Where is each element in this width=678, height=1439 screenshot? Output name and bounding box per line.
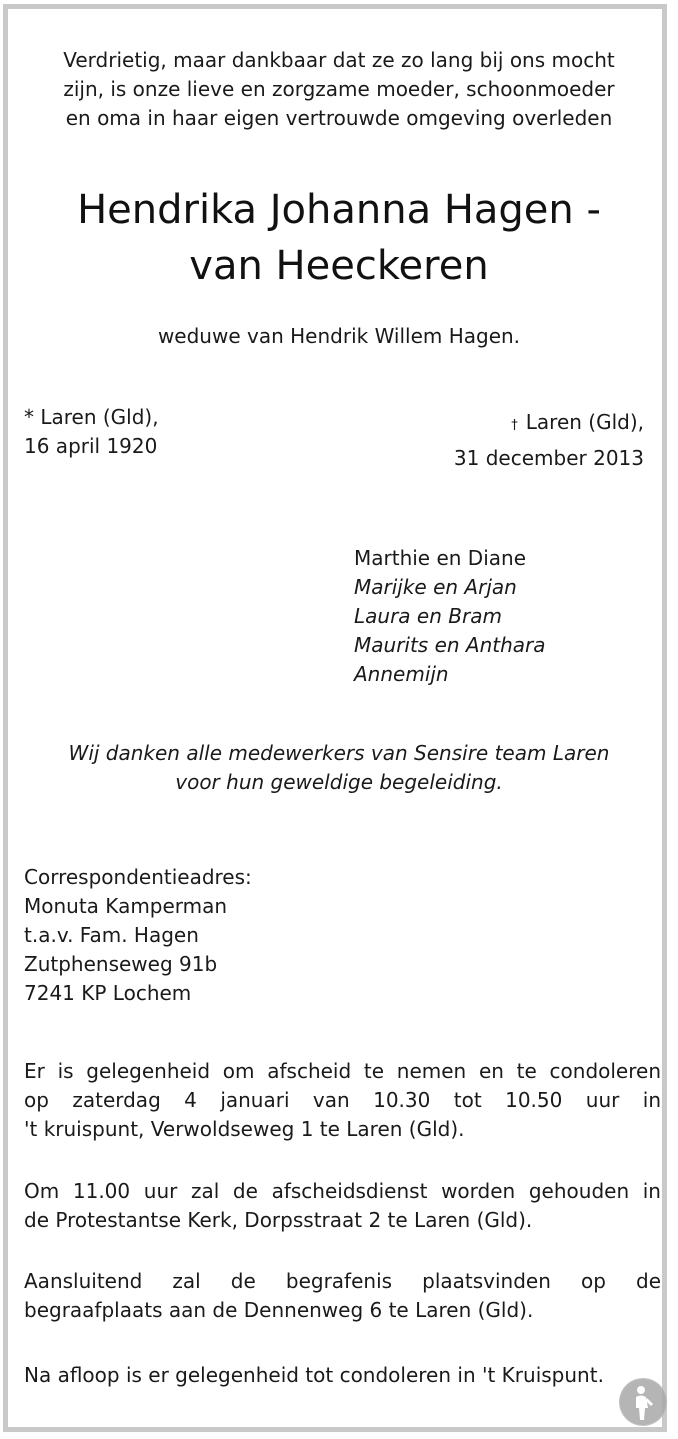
service-paragraph <box>24 1177 661 1235</box>
paragraph-line: begraafplaats aan de Dennenweg 6 te Laren (Gld). <box>24 1298 534 1322</box>
paragraph-line: 't kruispunt, Verwoldseweg 1 te Laren (Gld). <box>24 1117 465 1141</box>
intro-line: en oma in haar eigen vertrouwde omgeving overleden <box>65 106 613 130</box>
widow-of: weduwe van Hendrik Willem Hagen. <box>157 324 521 348</box>
dagger-icon: † <box>511 418 518 433</box>
thanks-line: Wij danken alle medewerkers van Sensire team Laren <box>68 741 610 765</box>
family-list <box>354 544 546 689</box>
paragraph-line: Er is gelegenheid om afscheid te nemen en te condoleren <box>24 1059 661 1083</box>
address-line: 7241 KP Lochem <box>24 981 192 1005</box>
thanks-line: voor hun geweldige begeleiding. <box>175 770 503 794</box>
paragraph-line: Na afloop is er gelegenheid tot condoleren in 't Kruispunt. <box>24 1363 604 1387</box>
name-line: Hendrika Johanna Hagen - <box>77 187 601 233</box>
address-line: Monuta Kamperman <box>24 894 228 918</box>
death-date: 31 december 2013 <box>453 446 644 470</box>
death-info <box>454 406 644 474</box>
paragraph-line: op zaterdag 4 januari van 10.30 tot 10.50 uur in <box>24 1088 661 1112</box>
paragraph-line: Aansluitend zal de begrafenis plaatsvinden op de <box>24 1269 661 1293</box>
paragraph-line: Om 11.00 uur zal de afscheidsdienst worden gehouden in <box>24 1179 661 1203</box>
birth-info <box>24 403 159 461</box>
viewing-paragraph <box>24 1057 661 1144</box>
thanks-text <box>20 739 658 797</box>
birth-place: * Laren (Gld), <box>24 405 159 429</box>
condolence-paragraph <box>24 1361 661 1390</box>
family-member: Laura en Bram <box>354 604 502 628</box>
address-line: t.a.v. Fam. Hagen <box>24 923 199 947</box>
intro-line: zijn, is onze lieve en zorgzame moeder, schoonmoeder <box>63 77 615 101</box>
burial-paragraph <box>24 1267 661 1325</box>
birth-date: 16 april 1920 <box>24 434 158 458</box>
watermark-logo-icon <box>619 1378 667 1426</box>
paragraph-line: de Protestantse Kerk, Dorpsstraat 2 te Laren (Gld). <box>24 1208 533 1232</box>
death-place-line <box>454 406 644 442</box>
family-member: Maurits en Anthara <box>354 633 546 657</box>
family-member: Marijke en Arjan <box>354 575 517 599</box>
name-line: van Heeckeren <box>189 243 489 289</box>
family-member: Marthie en Diane <box>354 546 527 570</box>
family-member: Annemijn <box>354 662 449 686</box>
deceased-name <box>20 182 658 294</box>
address-line: Zutphenseweg 91b <box>24 952 218 976</box>
figure-icon <box>619 1378 667 1426</box>
correspondence-address <box>24 863 252 1008</box>
intro-text <box>20 46 658 133</box>
intro-line: Verdrietig, maar dankbaar dat ze zo lang bij ons mocht <box>63 48 615 72</box>
death-place: Laren (Gld), <box>525 410 644 434</box>
address-label: Correspondentieadres: <box>24 865 252 889</box>
